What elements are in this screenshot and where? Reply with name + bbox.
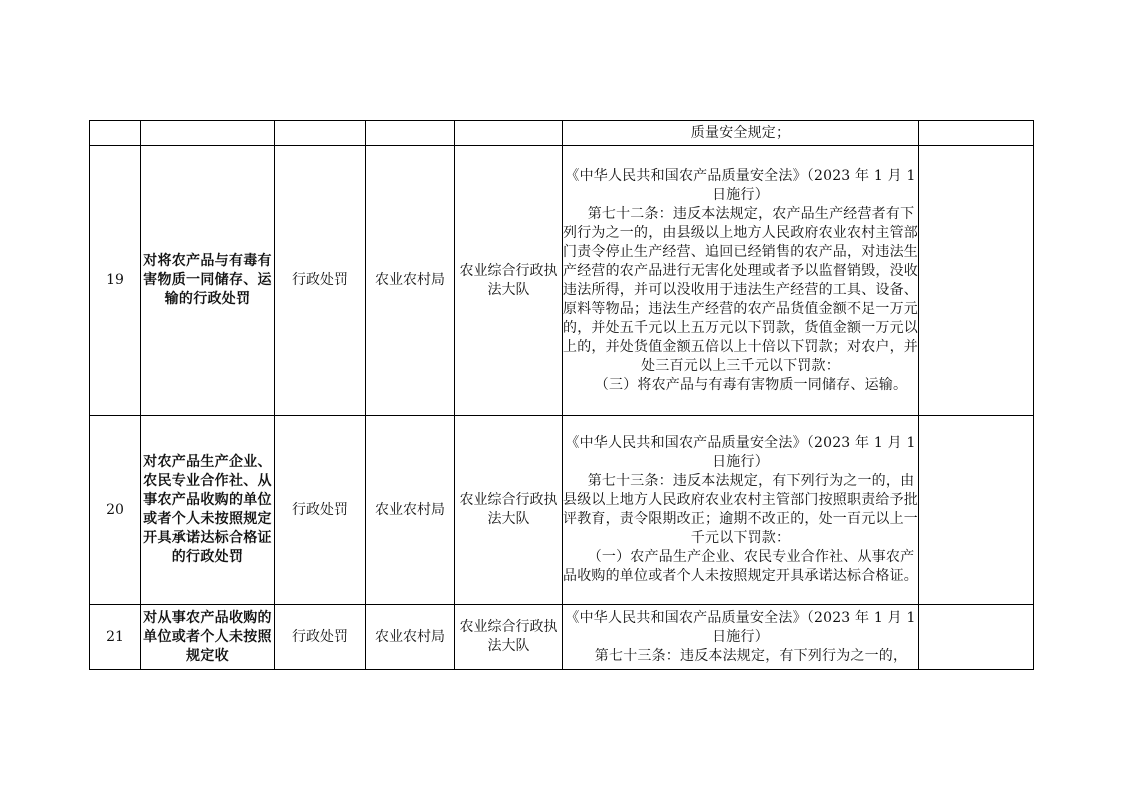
item-name <box>141 121 275 146</box>
row-number <box>90 121 141 146</box>
action-type <box>275 121 366 146</box>
department <box>366 121 455 146</box>
basis-line: （三）将农产品与有毒有害物质一同储存、运输。 <box>594 376 908 393</box>
remark <box>919 121 1034 146</box>
basis-line: （一）农产品生产企业、农民专业合作社、从事农产品收购的单位或者个人未按照规定开具承诺达标合格证。 <box>563 549 918 584</box>
action-type: 行政处罚 <box>275 146 366 416</box>
table-row <box>90 416 1034 605</box>
table-row <box>90 605 1034 670</box>
table-row <box>90 146 1034 416</box>
item-name: 对农产品生产企业、农民专业合作社、从事农产品收购的单位或者个人未按照规定开具承诺达标合格证的行政处罚 <box>141 416 275 605</box>
legal-basis <box>563 605 919 670</box>
executor: 农业综合行政执法大队 <box>455 416 563 605</box>
item-name: 对将农产品与有毒有害物质一同储存、运输的行政处罚 <box>141 146 275 416</box>
legal-basis <box>563 416 919 605</box>
action-type: 行政处罚 <box>275 416 366 605</box>
basis-line: 《中华人民共和国农产品质量安全法》（2023 年 1 月 1 日施行） <box>565 435 916 470</box>
basis-line: 质量安全规定； <box>690 124 791 141</box>
department: 农业农村局 <box>366 146 455 416</box>
executor: 农业综合行政执法大队 <box>455 146 563 416</box>
department: 农业农村局 <box>366 416 455 605</box>
item-name: 对从事农产品收购的单位或者个人未按照规定收 <box>141 605 275 670</box>
basis-line: 第七十三条：违反本法规定，有下列行为之一的，由县级以上地方人民政府农业农村主管部门按照职责给予批评教育，责令限期改正；逾期不改正的，处一百元以上一千元以下罚款： <box>563 473 918 546</box>
executor: 农业综合行政执法大队 <box>455 605 563 670</box>
department: 农业农村局 <box>366 605 455 670</box>
action-type: 行政处罚 <box>275 605 366 670</box>
legal-basis <box>563 146 919 416</box>
enforcement-table <box>89 120 1034 670</box>
remark <box>919 146 1034 416</box>
remark <box>919 416 1034 605</box>
basis-line: 第七十三条：违反本法规定，有下列行为之一的， <box>594 647 908 664</box>
basis-line: 《中华人民共和国农产品质量安全法》（2023 年 1 月 1 日施行） <box>565 167 916 203</box>
row-number: 21 <box>90 605 141 670</box>
executor <box>455 121 563 146</box>
remark <box>919 605 1034 670</box>
basis-line: 《中华人民共和国农产品质量安全法》（2023 年 1 月 1 日施行） <box>565 609 916 645</box>
table-row <box>90 121 1034 146</box>
basis-line: 第七十二条：违反本法规定，农产品生产经营者有下列行为之一的，由县级以上地方人民政府农业农村主管部门责令停止生产经营、追回已经销售的农产品，对违法生产经营的农产品进行无害化处理或者予以监督销毁，没收违法所得，并可以没收用于违法生产经营的工具、设备、原料等物品；违法生产经营的农产品货值金额不足一万元的，并处五千元以上五万元以下罚款，货值金额一万元以上的，并处货值金额五倍以上十倍以下罚款；对农户，并处三百元以上三千元以下罚款： <box>563 205 918 374</box>
row-number: 20 <box>90 416 141 605</box>
row-number: 19 <box>90 146 141 416</box>
legal-basis <box>563 121 919 146</box>
